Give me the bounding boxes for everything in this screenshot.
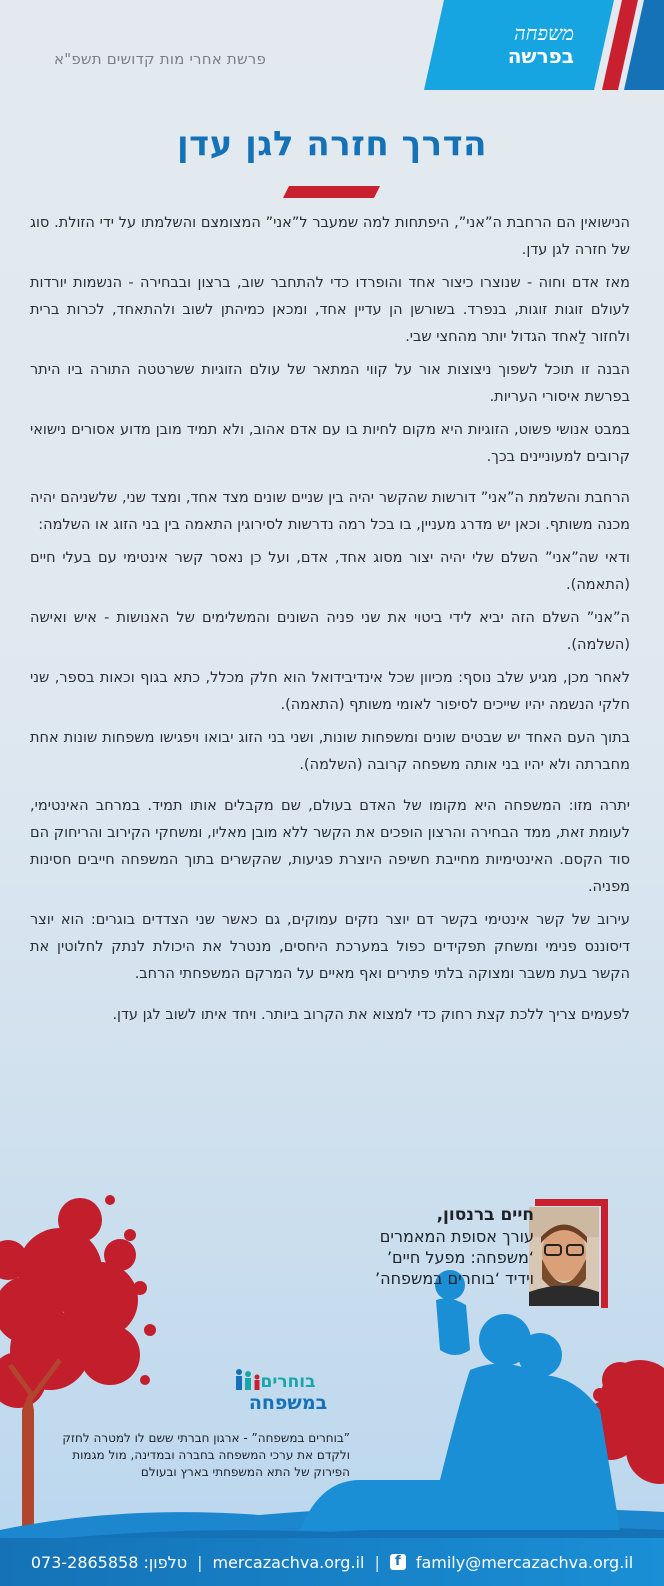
family-logo-icon <box>234 1368 264 1390</box>
footer-email[interactable]: family@mercazachva.org.il <box>415 1552 634 1572</box>
author-affiliation: וידיד ‘בוחרים במשפחה’ <box>375 1269 534 1288</box>
author-role: עורך אסופת המאמרים <box>379 1227 534 1246</box>
author-book: ‘משפחה: מפעל חיים’ <box>386 1248 534 1267</box>
brand-line1: משפחה <box>513 21 574 45</box>
paragraph: הנישואין הם הרחבת ה”אני”, היפתחות למה שמעבר ל”אני” המצומצם והשלמתו על ידי הזולת. סוג של חזרה לגן עדן. <box>30 215 630 258</box>
author-credit <box>375 1205 534 1289</box>
author-name: חיים ברנסון, <box>436 1205 534 1225</box>
paragraph: ודאי שה”אני” השלם שלי יהיה יצור מסוג אחד, אדם, ועל כן נאסר קשר אינטימי עם בעלי חיים (התאמה). <box>30 550 630 593</box>
footer-phone[interactable]: טלפון: 073-2865858 <box>30 1552 188 1572</box>
brand-line2: בפרשה <box>507 44 574 68</box>
contact-footer <box>0 1538 664 1586</box>
article-title: הדרך חזרה לגן עדן <box>176 124 487 164</box>
paragraph: במבט אנושי פשוט, הזוגיות היא מקום לחיות בו עם אדם אהוב, ולא תמיד מובן מדוע אסורים נישואי קרובים למעוניינים בכך. <box>30 422 630 465</box>
parasha-label: פרשת אחרי מות קדושים תשפ"א <box>54 50 267 68</box>
footer-separator: | <box>197 1552 203 1572</box>
organization-description: ”בוחרים במשפחה” - ארגון חברתי ששם לו למטרה לחזק ולקדם את ערכי המשפחה בחברה ובמדינה, מול מגמות הפירוק של התא המשפחתי בארץ ובעולם <box>62 1431 350 1479</box>
paragraph: לאחר מכן, מגיע שלב נוסף: מכיוון שכל אינדיבידואל הוא חלק מכלל, כתא בגוף וכאות בספר, שני חלקי הנשמה יהיו שייכים לסיפור לאומי משותף (התאמה). <box>30 670 630 713</box>
title-underline <box>283 186 380 198</box>
paragraph: מאז אדם וחוה - שנוצרו כיצור אחד והופרדו כדי להתחבר שוב, ברצון ובבחירה - הנשמות יורדות לעולם זוגות זוגות, בנפרד. בשורשן הן עדיין אחד, ומכאן כמיהתן לשוב ולהתאחד, לכרות ברית ולחזור לַאחד הגדול יותר מהחצי שבי. <box>30 275 630 345</box>
paragraph: ה”אני” השלם הזה יביא לידי ביטוי את שני פניה השונים והמשלימים של האנושות - איש ואישה (השלמה). <box>30 610 630 653</box>
article-body <box>30 210 630 1035</box>
org-logo-line2: במשפחה <box>248 1392 328 1414</box>
organization-logo <box>232 1372 344 1414</box>
footer-website[interactable]: mercazachva.org.il <box>212 1552 365 1572</box>
paragraph: הרחבת והשלמת ה”אני” דורשות שהקשר יהיה בין שניים שונים מצד אחד, ומצד שני, שלשניהם יהיה מכנה משותף. וכאן יש מדרג מעניין, בו בכל רמה נדרשות לסירוגין התאמה בין בני הזוג או השלמה: <box>30 490 630 533</box>
paragraph: לפעמים צריך ללכת קצת רחוק כדי למצוא את הקרוב ביותר. ויחד איתו לשוב לגן עדן. <box>112 1007 630 1023</box>
brand-logo <box>508 22 574 68</box>
facebook-icon[interactable]: f <box>390 1554 406 1570</box>
paragraph: הבנה זו תוכל לשפוך ניצוצות אור על קווי המתאר של עולם הזוגיות ששרטטה התורה ביו היתר בפרשת איסורי העריות. <box>30 362 630 405</box>
paragraph: יתרה מזו: המשפחה היא מקומו של האדם בעולם, שם מקבלים אותו תמיד. במרחב האינטימי, לעומת זאת, ממד הבחירה והרצון הופכים את הקשר ללא מובן מאליו, ומשחקי הקירוב והריחוק הם סוד הקסם. האינטימיות מחייבת חשיפה היוצרת פגיעות, שהקשרים בתוך המשפחה חייבים חסינות מפניה. <box>30 798 630 895</box>
paragraph: בתוך העם האחד יש שבטים שונים ומשפחות שונות, ושני בני הזוג יבואו ויפגישו משפחות שונות אחת מחברתה ולא יהיו בני אותה משפחה קרובה (השלמה). <box>30 730 630 773</box>
footer-separator: | <box>374 1552 380 1572</box>
paragraph: עירוב של קשר אינטימי בקשר דם יוצר נזקים עמוקים, גם כאשר שני הצדדים בוגרים: הוא יוצר דיסוננס פנימי ומשחק תפקידים כפול במערכת היחסים, מנטרל את היכולת לנתק לחלוטין את הקשר בעת משבר ומצוקה בלתי פתירים ואף מאיים על המרקם המשפחתי הרחב. <box>30 912 630 982</box>
org-logo-line1: בוחרים <box>260 1372 316 1392</box>
author-photo <box>529 1207 599 1306</box>
